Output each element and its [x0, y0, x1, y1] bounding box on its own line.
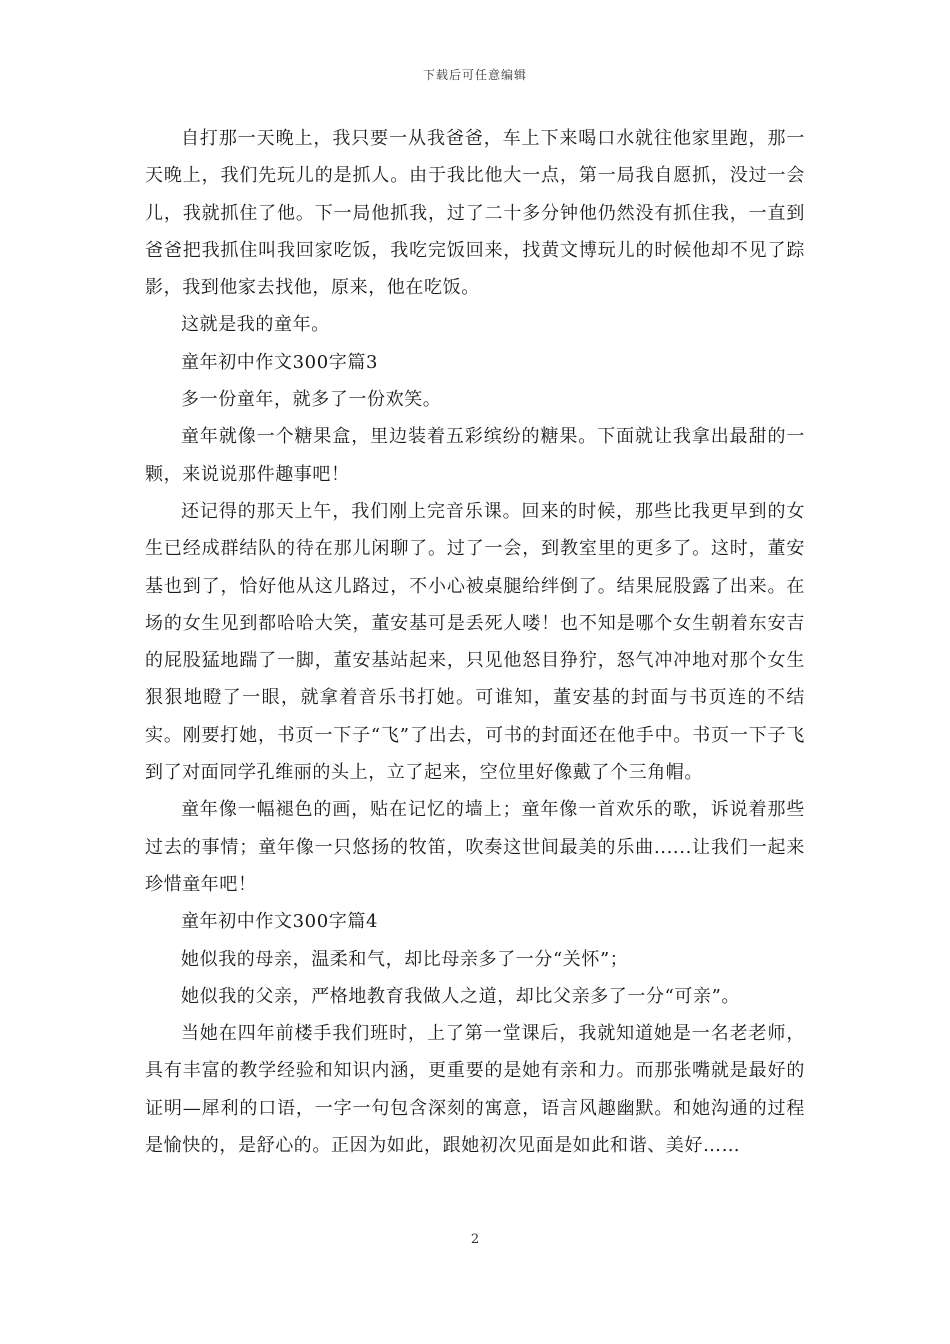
page-header: 下载后可任意编辑	[422, 68, 527, 82]
paragraph: 自打那一天晚上，我只要一从我爸爸，车上下来喝口水就往他家里跑，那一天晚上，我们先玩儿的是抓人。由于我比他大一点，第一局我自愿抓，没过一会儿，我就抓住了他。下一局他抓我，过了二十多分钟他仍然没有抓住我，一直到爸爸把我抓住叫我回家吃饭，我吃完饭回来，找黄文博玩儿的时候他却不见了踪影，我到他家去找他，原来，他在吃饭。	[145, 128, 805, 299]
page-number: 2	[470, 1232, 480, 1247]
paragraph: 童年就像一个糖果盒，里边装着五彩缤纷的糖果。下面就让我拿出最甜的一颗，来说说那件趣事吧！	[145, 426, 805, 485]
paragraph: 多一份童年，就多了一份欢笑。	[181, 389, 442, 411]
paragraph: 当她在四年前楼手我们班时，上了第一堂课后，我就知道她是一名老老师，具有丰富的教学经验和知识内涵，更重要的是她有亲和力。而那张嘴就是最好的证明—犀利的口语，一字一句包含深刻的寓意，语言风趣幽默。和她沟通的过程是愉快的，是舒心的。正因为如此，跟她初次见面是如此和谐、美好……	[145, 1023, 805, 1157]
paragraph: 她似我的父亲，严格地教育我做人之道，却比父亲多了一分“可亲”。	[181, 985, 741, 1007]
paragraph: 还记得的那天上午，我们刚上完音乐课。回来的时候，那些比我更早到的女生已经成群结队的待在那儿闲聊了。过了一会，到教室里的更多了。这时，董安基也到了，恰好他从这儿路过，不小心被桌腿给绊倒了。结果屁股露了出来。在场的女生见到都哈哈大笑，董安基可是丢死人喽！也不知是哪个女生朝着东安吉的屁股猛地踹了一脚，董安基站起来，只见他怒目狰狞，怒气冲冲地对那个女生狠狠地瞪了一眼，就拿着音乐书打她。可谁知，董安基的封面与书页连的不结实。刚要打她，书页一下子“飞”了出去，可书的封面还在他手中。书页一下子飞到了对面同学孔维丽的头上，立了起来，空位里好像戴了个三角帽。	[145, 500, 805, 784]
paragraph: 童年像一幅褪色的画，贴在记忆的墙上；童年像一首欢乐的歌，诉说着那些过去的事情；童年像一只悠扬的牧笛，吹奏这世间最美的乐曲......让我们一起来珍惜童年吧！	[145, 799, 805, 895]
document-body	[145, 120, 805, 1164]
paragraph: 这就是我的童年。	[181, 314, 330, 336]
paragraph: 她似我的母亲，温柔和气，却比母亲多了一分“关怀”；	[181, 948, 629, 970]
section-heading: 童年初中作文300字篇3	[181, 351, 379, 373]
section-heading: 童年初中作文300字篇4	[181, 911, 379, 933]
